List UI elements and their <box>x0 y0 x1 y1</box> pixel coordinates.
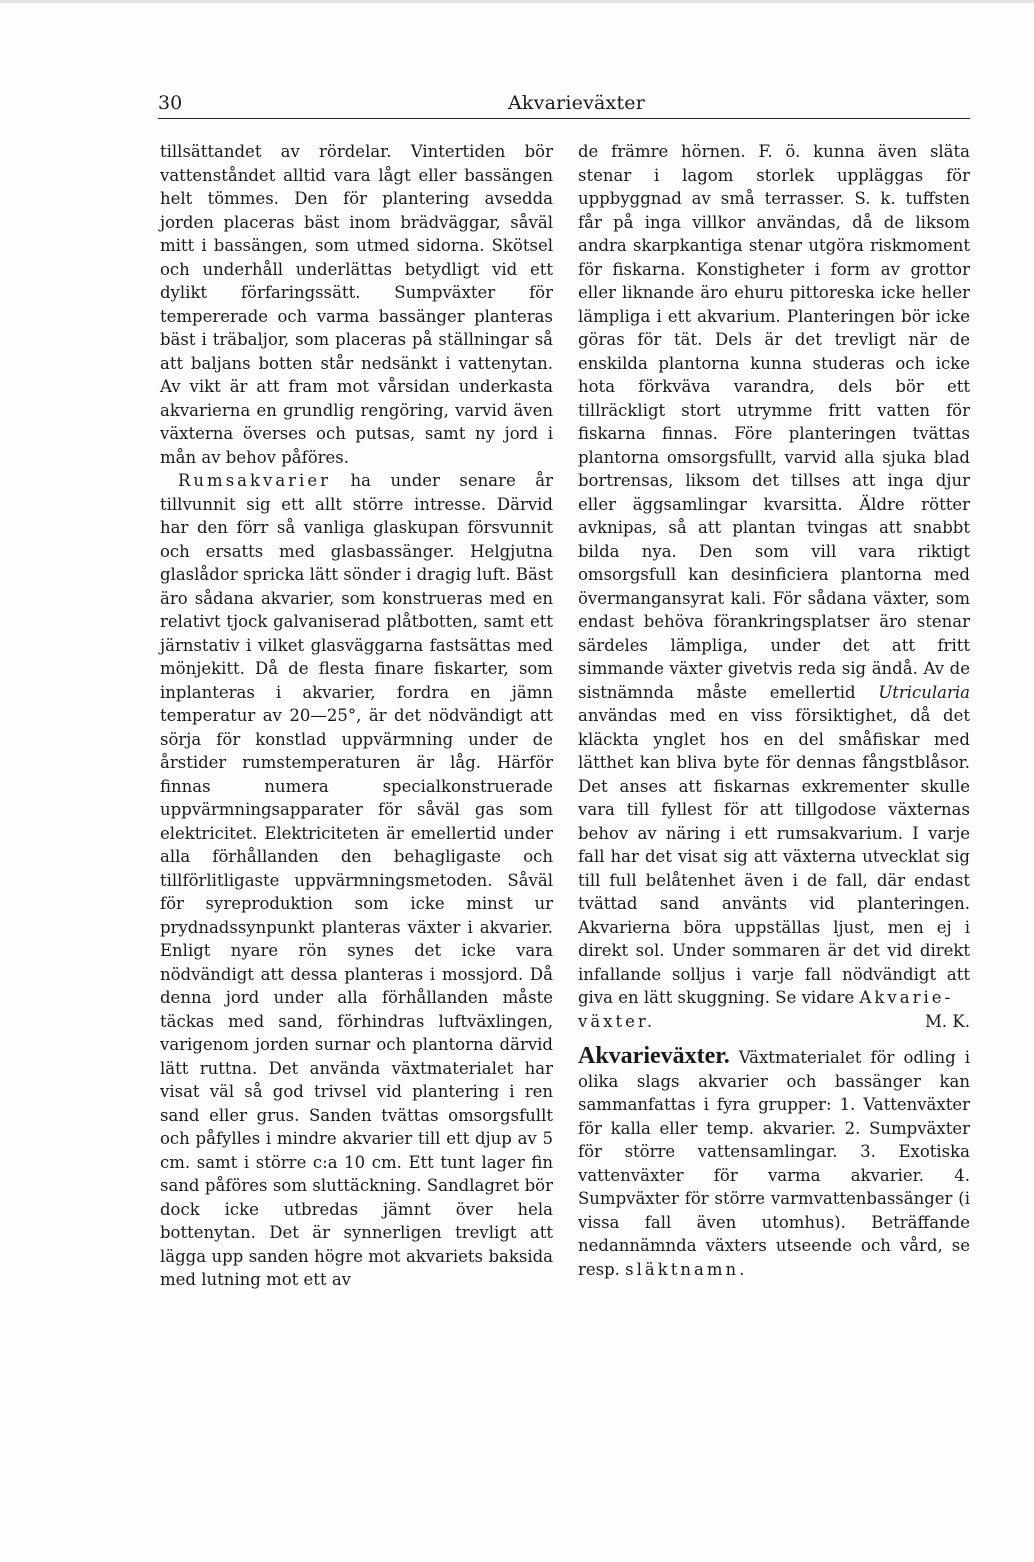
cross-reference: Akvarie- <box>859 988 954 1007</box>
paragraph-text: de främre hörnen. F. ö. kunna även släta stenar i lagom storlek uppläggas för uppbyggnad av små terrasser. S. k. tuffsten får på inga villkor användas, då de liksom andra skarpkantiga stenar utgöra riskmoment för fiskarna. Konstigheter i form av grottor eller liknande äro ehuru pittoreska icke heller lämpliga i ett akvarium. Planteringen bör icke göras för tät. Dels är det trevligt när de enskilda plantorna kunna studeras och icke hota förkväva varandra, dels bör ett tillräckligt stort utrymme fritt vatten för fiskarna finnas. Före planteringen tvättas plantorna omsorgsfullt, varvid alla sjuka blad bortrensas, liksom det tillses att inga djur eller äggsamlingar kvarsitta. Äldre rötter avknipas, så att plantan tvingas att snabbt bilda nya. Den som vill vara riktigt omsorgsfull kan desinficiera plantorna med övermangansyrat kali. För sådana växter, som endast behöva förankringsplatser äro stenar särdeles lämpliga, under det att fritt simmande växter givetvis reda sig ändå. Av de sistnämnda måste emellertid <box>578 142 970 702</box>
signature-line <box>578 1010 970 1034</box>
page-number: 30 <box>158 92 183 114</box>
italic-term-utricularia: Utricularia <box>878 682 970 702</box>
paragraph-text: ha under senare år tillvunnit sig ett allt större intresse. Därvid har den förr så vanliga glaskupan försvunnit och ersatts med glasbassänger. Helgjutna glaslådor spricka lätt sönder i dragig luft. Bäst äro sådana akvarier, som konstrueras med en relativt tjock galvaniserad plåtbotten, samt ett järnstativ i vilket glasväggarna fastsättas med mönjekitt. Då de flesta finare fiskarter, som inplanteras i akvarier, fordra en jämn temperatur av 20—25°, är det nödvändigt att sörja för konstlad uppvärmning under de årstider rumstemperaturen är låg. Härför finnas numera specialkonstruerade uppvärmningsapparater för såväl gas som elektricitet. Elektriciteten är emellertid under alla förhållanden den behagligaste och tillförlitligaste uppvärmningsmetoden. Såväl för syreproduktion som icke minst ur prydnadssynpunkt planteras växter i akvarier. Enligt nyare rön synes det icke vara nödvändigt att dessa planteras i mossjord. Då denna jord under alla förhållanden måste täckas med sand, förhindras luftväxlingen, varigenom jorden surnar och plantorna därvid lätt ruttna. Det använda växtmaterialet har visat väl så god trivsel vid plantering i ren sand eller grus. Sanden tvättas omsorgsfullt och påfylles i mindre akvarier till ett djup av 5 cm. samt i större c:a 10 cm. Ett tunt lager fin sand påföres som sluttäckning. Sandlagret bör dock icke utbredas jämnt över hela bottenytan. Det är synnerligen trevligt att lägga upp sanden högre mot akvariets baksida med lutning mot ett av <box>160 471 553 1289</box>
page-header <box>158 88 972 120</box>
right-column <box>578 140 970 1281</box>
paragraph-planting <box>578 140 970 1010</box>
cross-reference-end: växter. <box>578 1011 656 1031</box>
paragraph-pond-maintenance: tillsättandet av rördelar. Vintertiden bör vattenståndet alltid vara lågt eller bassängen helt tömmes. Den för plantering avsedda jorden placeras bäst inom brädväggar, såväl mitt i bassängen, som utmed sidorna. Skötsel och underhåll underlättas betydligt vid ett dylikt förfaringssätt. Sumpväxter för tempererade och varma bassänger planteras bäst i träbaljor, som placeras på ställningar så att baljans botten står nedsänkt i vattenytan. Av vikt är att fram mot vårsidan underkasta akvarierna en grundlig rengöring, varvid även växterna överses och putsas, samt ny jord i mån av behov påföres. <box>160 142 553 467</box>
entry-headword: Akvarieväxter. <box>578 1043 730 1069</box>
paragraph-text: användas med en viss försiktighet, då det kläckta ynglet hos en del småfiskar med lätthet kan bliva byte för dennas fångstblåsor. Det anses att fiskarnas exkrementer skulle vara till fyllest för att tillgodose växternas behov av näring i ett rumsakvarium. I varje fall har det visat sig att växterna utvecklat sig till full belåtenhet även i de fall, där endast tvättad sand använts vid planteringen. Akvarierna böra uppställas ljust, men ej i direkt sol. Under sommaren är det vid direkt infallande solljus i varje fall nödvändigt att giva en lätt skuggning. Se vidare <box>578 706 970 1007</box>
left-column <box>160 140 553 1292</box>
spaced-term-slaktnamn: släktnamn. <box>625 1259 748 1279</box>
spaced-term-rumsakvarier: Rumsakvarier <box>178 471 331 490</box>
dictionary-entry-akvarievaxter <box>578 1045 970 1281</box>
paragraph-room-aquariums <box>160 469 553 1292</box>
scan-edge <box>0 0 1034 3</box>
running-head: Akvarieväxter <box>508 92 646 114</box>
header-rule <box>158 118 970 119</box>
entry-text: Växtmaterialet för odling i olika slags akvarier och bassänger kan sammanfattas i fyra grupper: 1. Vattenväxter för kalla eller temp. akvarier. 2. Sumpväxter för större vattensamlingar. 3. Exotiska vattenväxter för varma akvarier. 4. Sumpväxter för större varmvattenbassänger (i vissa fall även utomhus). Beträffande nedannämnda växters utseende och vård, se resp. <box>578 1048 970 1279</box>
author-signature: M. K. <box>925 1011 970 1031</box>
